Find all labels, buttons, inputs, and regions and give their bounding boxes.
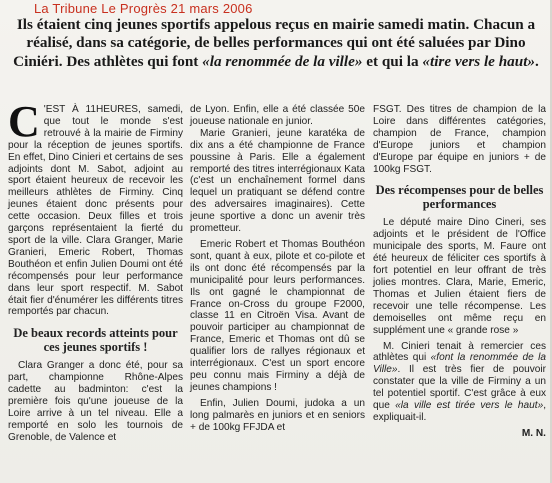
headline-quote-2: «tire vers le haut» xyxy=(422,52,536,70)
article-column-2 xyxy=(190,104,365,433)
article-paragraph xyxy=(373,341,546,424)
quote-tiree: «la ville est tirée vers le haut» xyxy=(395,400,544,412)
article-paragraph: Marie Granieri, jeune karatéka de dix ans a été championne de France poussine à Paris. Elle a également remporté des titres interrégionaux Kata (c'est un enchaînement formel dans lequel un pratiquant se défend contre des adversaires imaginaires). Cette jeune sportive a donc un avenir très prometteur. xyxy=(190,127,365,235)
headline-quote-1: «la renommée de la ville» xyxy=(202,52,363,70)
article-paragraph: Emeric Robert et Thomas Bouthéon sont, quant à eux, pilote et co-pilote et ils ont donc été récompensés par la municipalité pour leurs performances. Ils ont gagné le championnat de France on-Cross du groupe F2000, classe 11 en Citroën Visa. Avant de pouvoir participer au championnat de France, Emeric et Thomas ont dû se qualifier lors de rallyes régionaux et interrégionaux. C'est un sport encore peu connu mais Firminy a déjà de jeunes champions ! xyxy=(190,238,365,393)
article-column-3 xyxy=(373,104,546,440)
headline xyxy=(6,16,546,71)
paragraph-text: , samedi, que tout le monde s'est retrouvé à la mairie de Firminy pour la réception de jeunes sportifs. En effet, Dino Cinieri et certains de ses adjoints dont M. Sabot, adjoint au sport étaient heureux de recevoir les meilleurs athlètes de Firminy. Cinq jeunes étaient donc présents pour cette occasion. Deux filles et trois garçons représentaient la fierté du sport de la ville. Clara Granger, Marie Granieri, Emeric Robert, Thomas Bouthéon et enfin Julien Doumi ont été récompensés pour leur performance dans leur sport respectif. M. Sabot était fier d'énumérer les différents titres remportés par chacun. xyxy=(8,104,183,318)
article-paragraph: Le député maire Dino Cineri, ses adjoints et le président de l'Office municipale des sports, M. Faure ont été heureux de féliciter ces sportifs à fort potentiel en leur offrant de très jolies montres. Clara, Marie, Emeric, Thomas et Julien étaient fiers de recevoir une telle récompense. Les demoiselles ont même reçu en supplément une « grande rose » xyxy=(373,217,546,336)
headline-text: Ils étaient cinq jeunes sportifs appelous reçus en mairie samedi matin. Chacun a réalisé, dans sa catégorie, de belles performances qui ont été saluées par Dino Ciniéri. Des athlètes qui font xyxy=(13,16,536,70)
article-paragraph: Clara Granger a donc été, pour sa part, championne Rhône-Alpes cadette au badminton: c'est la première fois qu'une joueuse de la Loire arrive à un tel niveau. Elle a remporté en solo les tournois de Grenoble, de Valence et xyxy=(8,360,183,443)
subheading-rewards: Des récompenses pour de belles performances xyxy=(375,183,544,212)
article-paragraph xyxy=(8,97,183,318)
quote-renommee: «font la renommée de la Ville» xyxy=(373,352,546,376)
subheading-records: De beaux records atteints pour ces jeunes sportifs ! xyxy=(13,326,178,355)
article-paragraph: FSGT. Des titres de champion de la Loire dans différentes catégories, champion de France, champion d'Europe juniors et champion d'Europe par équipe en juniors + de 100kg FSGT. xyxy=(373,104,546,175)
paragraph-text: , expliquait-il. xyxy=(373,400,546,423)
headline-end: . xyxy=(535,52,539,70)
drop-cap: C xyxy=(8,97,40,146)
headline-mid: et qui la xyxy=(362,52,423,70)
source-line: La Tribune Le Progrès 21 mars 2006 xyxy=(34,1,253,16)
intro-small-caps: 'EST À 11HEURES xyxy=(43,104,139,115)
article-column-1 xyxy=(8,97,183,444)
article-paragraph: de Lyon. Enfin, elle a été classée 50e joueuse nationale en junior. xyxy=(190,104,365,127)
paragraph-text: M. Cinieri tenait à remercier ces athlètes qui xyxy=(373,340,546,364)
author-signature: M. N. xyxy=(521,427,546,439)
article-paragraph: Enfin, Julien Doumi, judoka a un long palmarès en juniors et en seniors + de 100kg FFJDA et xyxy=(190,397,365,433)
paragraph-text: . Il est très fier de pouvoir constater que la ville de Firminy a un tel potentiel sportif. C'est grâce à eux que xyxy=(373,364,546,412)
